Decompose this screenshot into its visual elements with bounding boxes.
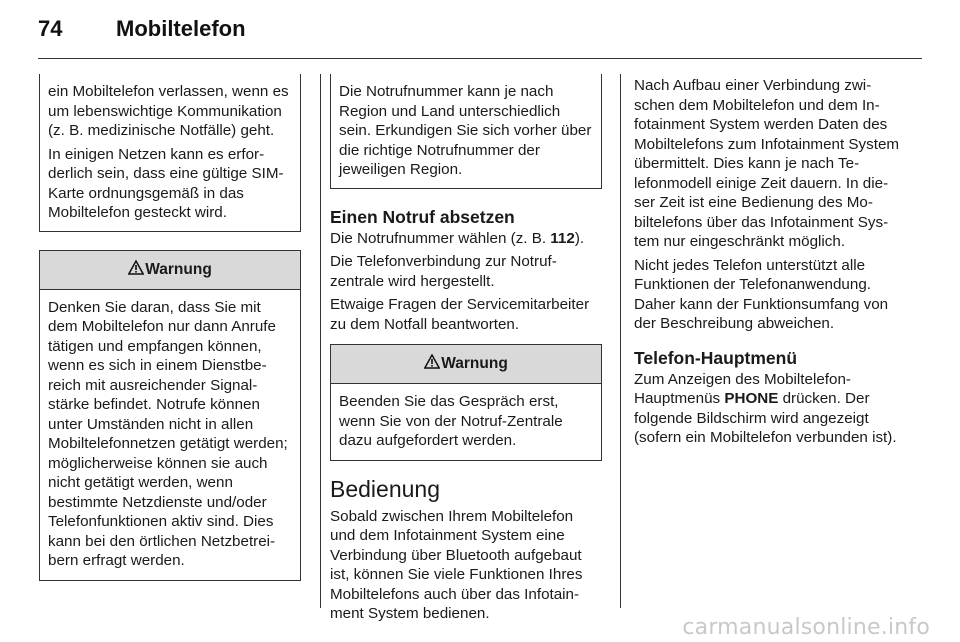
note-box <box>330 74 602 189</box>
note-paragraph: In einigen Netzen kann es erforderlich sein, dass eine gültige SIM-Karte ordnungsgemäß in das Mobiltelefon gesteckt wird. <box>48 145 284 221</box>
functions-paragraph: Nicht jedes Telefon unterstützt alle Funktionen der Telefonanwendung. Daher kann der Funktionsumfang von der Beschreibung abweichen. <box>634 256 889 332</box>
menu-text: Zum Anzeigen des Mobiltelefon-Hauptmenüs <box>634 370 851 407</box>
menu-paragraph <box>634 370 904 448</box>
heading-emergency-call: Einen Notruf absetzen <box>330 206 515 227</box>
page-title: Mobiltelefon <box>116 16 246 41</box>
note-paragraph: ein Mobiltelefon verlassen, wenn es um lebenswichtige Kommunikation (z. B. medizinische Notfälle) geht. <box>48 83 289 139</box>
column-2 <box>330 74 602 628</box>
questions-paragraph: Etwaige Fragen der Servicemitarbeiter zu dem Notfall beantworten. <box>330 296 590 333</box>
menu-text-end: drücken. Der folgende Bildschirm wird angezeigt (sofern ein Mobiltelefon verbunden ist). <box>634 390 897 446</box>
connection-paragraph: Die Telefonverbindung zur Notrufzentrale wird hergestellt. <box>330 253 557 290</box>
note-box-continued <box>39 74 301 232</box>
column-3 <box>634 76 904 452</box>
warning-text: Beenden Sie das Gespräch erst, wenn Sie von der Notruf-Zentrale dazu aufgefordert werden. <box>339 393 563 449</box>
warning-label: Warnung <box>441 355 508 372</box>
warning-triangle-icon <box>424 346 440 384</box>
page-number: 74 <box>38 16 63 41</box>
header-rule <box>38 58 922 59</box>
phone-key-label: PHONE <box>724 390 779 407</box>
dial-paragraph <box>330 229 602 249</box>
warning-header <box>331 345 601 384</box>
note-text: Die Notrufnummer kann je nach Region und Land unterschiedlich sein. Erkundigen Sie sich vorher über die richtige Notrufnummer der jeweiligen Region. <box>339 83 592 178</box>
data-transfer-paragraph: Nach Aufbau einer Verbindung zwischen dem Mobiltelefon und dem Infotainment System werden Daten des Mobiltelefons zum Infotainment System übermittelt. Dies kann je nach Telefonmodell einige Zeit dauern. In dieser Zeit ist eine Bedienung des Mobiltelefons über das Infotainment System nur eingeschränkt möglich. <box>634 77 900 250</box>
warning-label: Warnung <box>145 260 212 278</box>
warning-triangle-icon <box>128 252 144 290</box>
page-header <box>38 16 246 42</box>
warning-box <box>330 344 602 461</box>
warning-box <box>39 250 301 581</box>
column-1 <box>39 74 301 581</box>
dial-text: Die Notrufnummer wählen (z. B. <box>330 229 551 247</box>
column-divider-right <box>620 74 621 608</box>
operation-paragraph: Sobald zwischen Ihrem Mobiltelefon und dem Infotainment System eine Verbindung über Bluetooth aufgebaut ist, können Sie viele Funktionen Ihres Mobiltelefons auch über das Infotainment System bedienen. <box>330 507 583 622</box>
warning-header <box>40 251 300 290</box>
heading-phone-main-menu: Telefon-Hauptmenü <box>634 347 798 368</box>
dial-text-end: ). <box>574 229 585 247</box>
emergency-number: 112 <box>550 229 575 247</box>
column-divider-left <box>320 74 321 608</box>
warning-text: Denken Sie daran, dass Sie mit dem Mobiltelefon nur dann Anrufe tätigen und empfangen können, wenn es sich in einem Dienstbereich mit ausreichender Signalstärke befindet. Notrufe können unter Umständen nicht in allen Mobiltelefonnetzen getätigt werden; möglicherweise können sie auch nicht getätigt werden, wenn bestimmte Netzdienste und/oder Telefonfunktionen aktiv sind. Dies kann bei den örtlichen Netzbetreibern erfragt werden. <box>48 298 288 569</box>
watermark: carmanualsonline.info <box>682 615 930 640</box>
heading-operation: Bedienung <box>330 475 440 502</box>
